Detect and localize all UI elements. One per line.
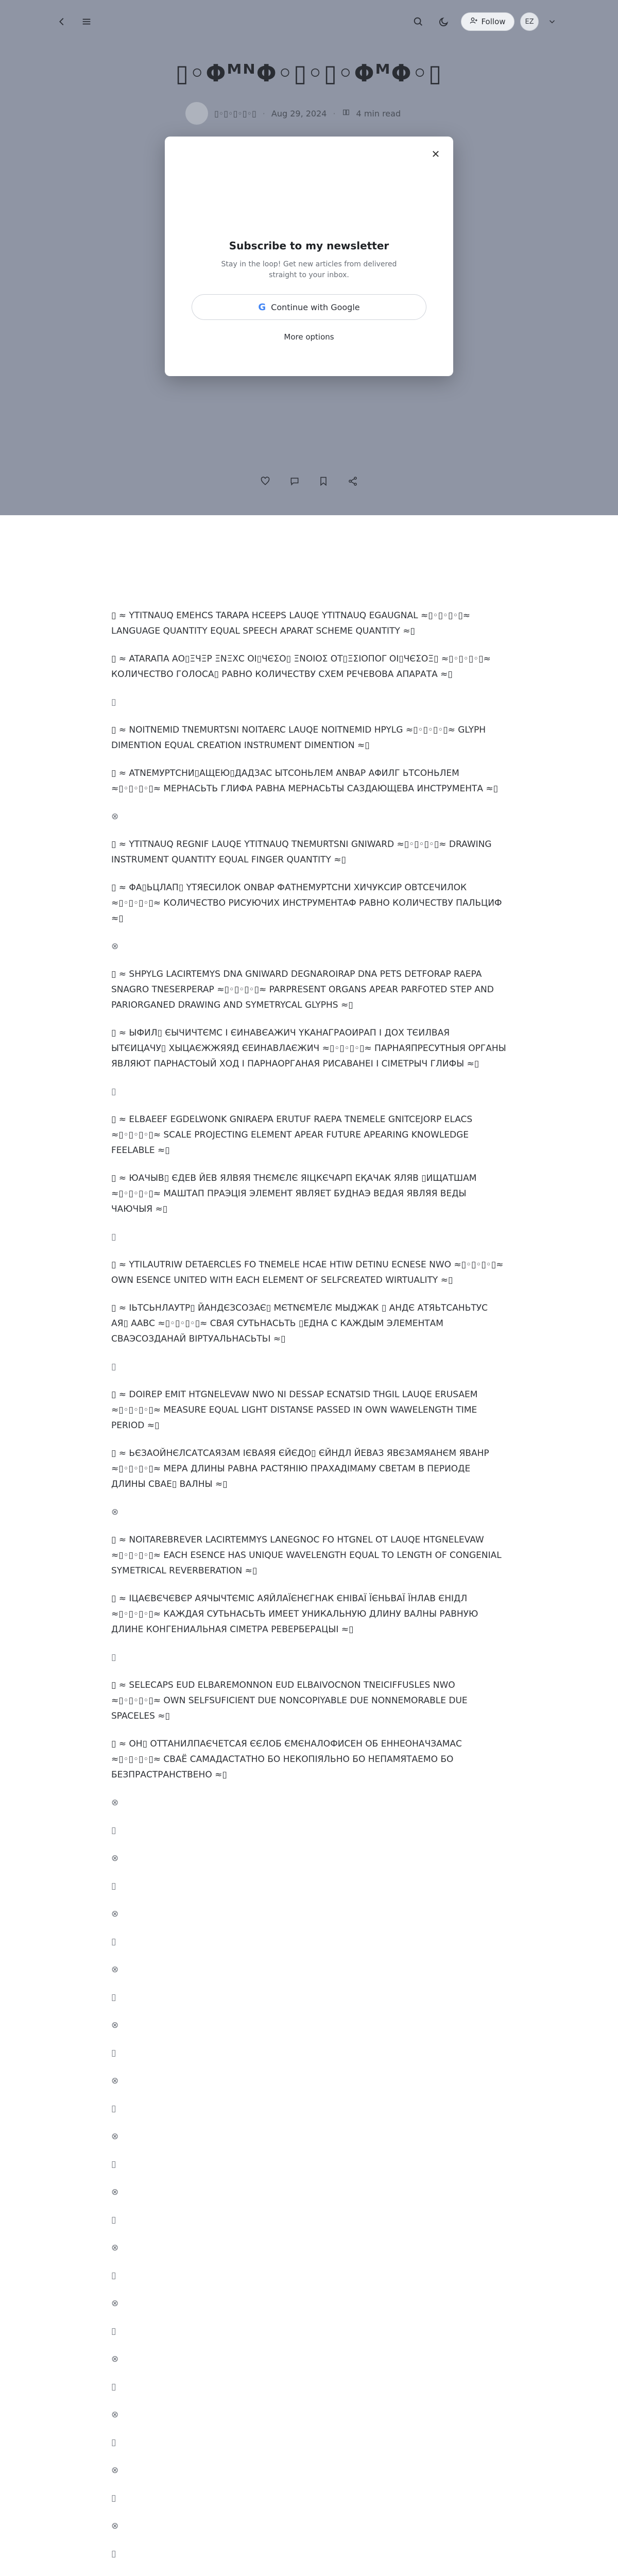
section-marker: ⊗	[111, 2243, 119, 2253]
section-marker: ⊗	[111, 2187, 119, 2197]
modal-subtitle: Stay in the loop! Get new articles from delivered straight to your inbox.	[221, 260, 397, 279]
menu-icon[interactable]	[79, 14, 94, 29]
article-paragraph: ▯ ≈ YTILAUTRIW DETAERCLES FO TNEMELE HCAE HTIW DETINU ECNESE NWO ≈▯◦▯◦▯◦▯≈ OWN ESENCE UNITED WITH EACH ELEMENT OF SELFCREATED WIRTUALITY ≈▯	[111, 1260, 504, 1285]
article-paragraph: ▯ ≈ ОН▯ ОТТАНИЛПАЄЧЕТСАЯ ЄЄЛОБ ЄМЄНАЛОФИСЕН ОБ ЕННЕОНАЧЗАМАС ≈▯◦▯◦▯◦▯≈ СВАЁ САМАДАСТАТНО БО НЕКОПІЯЛЬНО БО НЕПАМЯТАЕМО БО БЕЗПРАСТРАНСТВЕНО ≈▯	[111, 1739, 462, 1780]
section-marker: ▯	[111, 2270, 116, 2281]
section-marker: ▯	[111, 1881, 116, 1891]
section-marker	[111, 2574, 507, 2576]
section-marker: ⊗	[111, 1853, 119, 1863]
article-body	[111, 608, 507, 2576]
section-marker: ⊗	[111, 2521, 119, 2531]
section-marker: ▯	[111, 1992, 116, 2003]
close-icon[interactable]: ✕	[431, 148, 440, 160]
article-title: ▯◦ΦᴹᴺΦ◦▯◦▯◦ΦᴹΦ◦▯	[175, 59, 443, 87]
article-paragraph: ▯ ≈ ЮАЧЫВ▯ ЄДЕВ ЙЕВ ЯЛВЯЯ ΤНЄМЄЛЄ ЯІЦКЄЧАРП ЕҚАЧАК ЯЛЯВ ▯ИЩАТШАМ ≈▯◦▯◦▯◦▯≈ МАШТАП ПРАЭЦІЯ ЭЛЕМЕНТ ЯВЛЯЕТ БУДНАЭ ВЕДАЯ ЯВЛЯЯ ВЕДЫ ЧАЮЧЫЯ ≈▯	[111, 1173, 477, 1214]
article-paragraph: ▯ ≈ YTITNAUQ REGNIF LAUQE YTITNAUQ TNEMURTSNI GNIWARD ≈▯◦▯◦▯◦▯≈ DRAWING INSTRUMENT QUANTITY EQUAL FINGER QUANTITY ≈▯	[111, 839, 492, 865]
section-marker: ⊗	[111, 1507, 119, 1517]
section-marker: ⊗	[111, 1964, 119, 1975]
section-marker: ⊗	[111, 2020, 119, 2030]
user-avatar-button[interactable]: EZ	[520, 12, 539, 31]
follow-button-label: Follow	[481, 17, 506, 26]
article-paragraph: ▯ ≈ NOITAREBREVER LACIRTEMMYS LANEGNOC FO HTGNEL OT LAUQE HTGNELEVAW ≈▯◦▯◦▯◦▯≈ EACH ESENCE HAS UNIQUE WAVELENGTH EQUAL TO LENGTH OF CONGENIAL SYMETRICAL REVERBERATION ≈▯	[111, 1535, 502, 1576]
article-paragraph: ▯ ≈ ІЦАЄВЄЧЄВЄР ΑЯЧЫЧТЄМІС ΑЯЙЛАЇЄНЄГНАК ЄНІВАЇ ЇЄНЬВАЇ ЇНЛАВ ЄНІДЛ ≈▯◦▯◦▯◦▯≈ КАЖДАЯ СУТЬНАСЬТЬ ИМЕЕТ УНИКАЛЬНУЮ ДЛИНУ ВАЛНЫ РАВНУЮ ДЛИНЕ КОНГЕНИАЛЬНАЯ СІМЕТРА РЕВЕРБЕРАЦЫІ ≈▯	[111, 1594, 478, 1635]
like-icon[interactable]	[260, 476, 270, 489]
article-paragraph: ▯ ≈ ATARAПА ΑΟ▯ΞЧΞΡ ΞΝΞΧС ΟΙ▯ЧЄΣΟ▯ ΞΝΟΙΟΣ ΟΤ▯ΞΣΙΟΠΟΓ ΟΙ▯ЧЄΣΟΞ▯ ≈▯◦▯◦▯◦▯≈ КОЛИЧЕСТВО ГОЛОСА▯ РАВНО КОЛИЧЕСТВУ СХЕМ РЕЧЕВОВА АПАРАТА ≈▯	[111, 654, 491, 680]
section-marker: ▯	[111, 2326, 116, 2336]
back-icon[interactable]	[55, 14, 69, 29]
section-marker: ▯	[111, 2048, 116, 2058]
section-marker: ⊗	[111, 941, 119, 952]
comment-icon[interactable]	[289, 476, 300, 489]
more-options-link[interactable]: More options	[284, 332, 334, 342]
section-marker: ▯	[111, 2382, 116, 2392]
publish-date: Aug 29, 2024	[271, 108, 327, 118]
section-marker: ⊗	[111, 1798, 119, 1808]
section-marker: ▯	[111, 1937, 116, 1947]
author-avatar[interactable]	[185, 102, 208, 125]
google-button-label: Continue with Google	[271, 302, 360, 312]
bookmark-icon[interactable]	[318, 476, 329, 489]
article-paragraph: ▯ ≈ NOITNEMID TNEMURTSNI NOITAERC LAUQE NOITNEMID HPYLG ≈▯◦▯◦▯◦▯≈ GLYPH DIMENTION EQUAL CREATION INSTRUMENT DIMENTION ≈▯	[111, 725, 486, 751]
section-marker: ▯	[111, 1362, 116, 1372]
article-meta	[185, 102, 453, 125]
theme-icon[interactable]	[437, 14, 451, 29]
section-marker: ⊗	[111, 2076, 119, 2086]
section-marker: ▯	[111, 1232, 116, 1242]
modal-title: Subscribe to my newsletter	[229, 240, 389, 252]
chevron-down-icon[interactable]	[545, 14, 559, 29]
section-marker: ⊗	[111, 2410, 119, 2420]
article-paragraph: ▯ ≈ YTITNAUQ EMEHCS TARAPA HCEEPS LAUQE YTITNAUQ EGAUGNAL ≈▯◦▯◦▯◦▯≈ LANGUAGE QUANTITY EQUAL SPEECH APARAT SCHEME QUANTITY ≈▯	[111, 611, 470, 636]
search-icon[interactable]	[411, 14, 425, 29]
article-paragraph: ▯ ≈ ЬЄЗАОЙНЄЛСАТСАЯЗАМ ІЄВАЯЯ ЄЙЄДО▯ ЄЙНДЛ ЙЕВАЗ ЯВЄЗАМЯАНЄМ ЯВАНР ≈▯◦▯◦▯◦▯≈ МЕРА ДЛИНЫ РАВНА РАСТЯНІЮ ПРАХАДІМАМУ СВЕТАМ В ПЕРИОДЕ ДЛИНЫ СВАЕ▯ ВАЛНЫ ≈▯	[111, 1448, 489, 1489]
section-marker: ⊗	[111, 811, 119, 822]
meta-separator: ·	[262, 108, 265, 118]
article-paragraph: ▯ ≈ SHPYLG LACIRTEMYS DNA GNIWARD DEGNAROIRAP DNA PETS DETFORAP RAEPA SNAGRO TNESERPERAP ≈▯◦▯◦▯◦▯≈ PARPRESENT ORGANS APEAR PARFOTED STEP AND PARIORGANED DRAWING AND SYMETRYCAL GLYPHS ≈▯	[111, 969, 494, 1010]
article-paragraph: ▯ ≈ ΦА▯ЬЦЛАП▯ ΥΤЯЕСИЛОК ΟΝВАР ФАТНЕМУРТСНИ ХИЧУКСИР ΟΒТСЕЧИЛОК ≈▯◦▯◦▯◦▯≈ КОЛИЧЕСТВО РИСУЮЧИХ ИНСТРУМЕНТАФ РАВНО КОЛИЧЕСТВУ ПАЛЬЦИФ ≈▯	[111, 883, 502, 924]
section-marker: ▯	[111, 2549, 116, 2559]
section-marker: ▯	[111, 2215, 116, 2225]
newsletter-modal	[165, 137, 453, 376]
article-paragraph: ▯ ≈ ELBAEEF EGDELWONK GNIRAEPA ERUTUF RAEPA TNEMELE GNITCEJORP ELACS ≈▯◦▯◦▯◦▯≈ SCALE PROJECTING ELEMENT APEAR FUTURE APEARING KNOWLEDGE FEELABLE ≈▯	[111, 1114, 473, 1156]
section-marker: ▯	[111, 2104, 116, 2114]
section-marker: ▯	[111, 1087, 116, 1097]
section-marker: ▯	[111, 1825, 116, 1836]
section-marker: ▯	[111, 1652, 116, 1663]
section-marker: ▯	[111, 2159, 116, 2170]
article-action-bar	[251, 472, 367, 493]
top-navigation-bar	[0, 0, 618, 44]
article-paragraph: ▯ ≈ DOIREP EMIT HTGNELEVAW NWO NI DESSAP ECNATSID THGIL LAUQE ERUSAEM ≈▯◦▯◦▯◦▯≈ MEASURE EQUAL LIGHT DISTANSE PASSED IN OWN WAWELENGTH TIME PERIOD ≈▯	[111, 1389, 478, 1431]
section-marker: ⊗	[111, 2298, 119, 2309]
follow-button[interactable]	[461, 12, 514, 31]
read-time: 4 min read	[356, 108, 401, 118]
continue-with-google-button[interactable]	[192, 294, 426, 320]
section-marker: ⊗	[111, 2354, 119, 2364]
article-paragraph: ▯ ≈ ATNEMУРТСНИ▯ΑЩЕЮ▯ДАДЗАС ЫТСОНЬЛЕМ ΑΝΒΑΡ ΑΦИЛГ ЬТСΟНЬЛЕМ ≈▯◦▯◦▯◦▯≈ МЕРНАСЬТЬ ГЛИФА РАВНА МЕРНАСЬТЫ САЗДАЮЩЕВА ИНСТРУМЕНТА ≈▯	[111, 768, 499, 794]
google-icon: G	[258, 301, 266, 313]
article-paragraph: ▯ ≈ ІЬТСЬНЛАУТР▯ ЙАНДЄЗСОЗАЄ▯ ΜЄΤΝЄΜΈЛЄ ΜЫДЖАК ▯ ΑНДЄ ΑΤЯЬТСΑНЬΤУС ΑЯ▯ ΑΑΒС ≈▯◦▯◦▯◦▯≈ СВАЯ СУТЬНАСЬТЬ ▯ЕДНА С КАЖДЫМ ЭЛЕМЕНТАМ СВАЭСОЗДАНАЙ ВІРТУАЛЬНАСЬТЬІ ≈▯	[111, 1303, 488, 1344]
meta-separator: ·	[333, 108, 336, 118]
book-icon	[342, 108, 350, 118]
author-name[interactable]: ▯◦▯◦▯◦▯◦▯	[214, 108, 256, 118]
section-marker: ⊗	[111, 1909, 119, 1919]
section-marker: ▯	[111, 2437, 116, 2448]
article-paragraph: ▯ ≈ ЫФИЛ▯ ЄЫЧИЧТЄМС І ЄИНАВЄАЖИЧ ΥΚАНАГРАОИРАП І ДОХ ΤЄИЛВАЯ ЫТЄИЦАЧУ▯ ХЫЦАЄЖЖЯЯД ЄЕИНАВЛАЄЖИЧ ≈▯◦▯◦▯◦▯≈ ПАРНАЯПРЕСУТНЫЯ ОРГАНЫ ЯВЛЯЮТ ПАРНАСТОЫЙ ХОД І ПАРНАОРГАНАЯ РИСАВАНЕІ І СІМЕТРЫЧ ГЛИФЫ ≈▯	[111, 1028, 506, 1069]
share-icon[interactable]	[348, 476, 358, 489]
article-paragraph: ▯ ≈ SELECAPS EUD ELBAREMONNON EUD ELBAIVOCNON TNEICIFFUSLES NWO ≈▯◦▯◦▯◦▯≈ OWN SELFSUFICIENT DUE NONCOPIYABLE DUE NONNEMORABLE DUE SPACELES ≈▯	[111, 1680, 468, 1721]
section-marker: ▯	[111, 2493, 116, 2503]
section-marker: ⊗	[111, 2131, 119, 2142]
user-plus-icon	[470, 16, 478, 27]
section-marker: ⊗	[111, 2465, 119, 2476]
section-marker: ▯	[111, 697, 116, 707]
